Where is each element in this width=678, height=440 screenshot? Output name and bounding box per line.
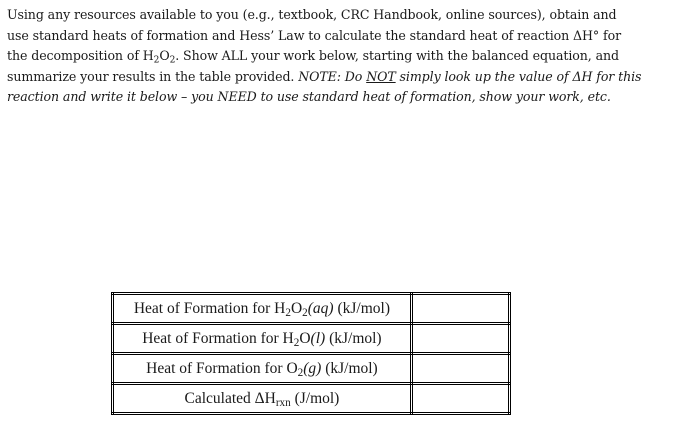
row-label-o2 bbox=[113, 354, 412, 384]
unit-label: (J/mol) bbox=[290, 389, 340, 407]
label-text: Heat of Formation for O bbox=[146, 359, 298, 377]
row-label-delta-h-rxn bbox=[113, 384, 412, 414]
subscript: 2 bbox=[293, 336, 300, 349]
instructions-line-4 bbox=[7, 67, 671, 88]
instructions-line-3-text: O bbox=[159, 48, 170, 63]
table-row-delta-h-rxn bbox=[113, 384, 510, 414]
subscript: rxn bbox=[275, 396, 291, 409]
instructions-line-3 bbox=[7, 46, 671, 67]
unit-label: (kJ/mol) bbox=[333, 299, 390, 317]
results-table bbox=[111, 292, 511, 415]
subscript: 2 bbox=[169, 55, 176, 66]
instructions-paragraph bbox=[7, 5, 671, 108]
note-emphasis-not: NOT bbox=[366, 68, 396, 84]
subscript: 2 bbox=[285, 306, 291, 319]
instructions-line-4-text: summarize your results in the table provided. bbox=[7, 68, 299, 84]
state-label: (g) bbox=[303, 359, 322, 377]
label-text: Heat of Formation for H bbox=[133, 299, 286, 317]
instructions-line-3-text: the decomposition of H bbox=[7, 48, 154, 63]
subscript: 2 bbox=[297, 366, 304, 379]
value-cell-delta-h-rxn[interactable] bbox=[411, 384, 509, 414]
note-suffix: simply look up the value of ΔH for this bbox=[395, 68, 642, 84]
value-cell-h2o2[interactable] bbox=[411, 294, 509, 324]
label-text: O bbox=[290, 299, 303, 317]
value-cell-h2o[interactable] bbox=[411, 324, 509, 354]
subscript: 2 bbox=[153, 55, 160, 66]
table-row-o2 bbox=[113, 354, 510, 384]
subscript: 2 bbox=[302, 306, 308, 319]
state-label: (aq) bbox=[307, 299, 334, 317]
instructions-line-3-text: . Show ALL your work below, starting with the balanced equation, and bbox=[175, 48, 619, 63]
table-row-h2o2 bbox=[113, 294, 510, 324]
unit-label: (kJ/mol) bbox=[321, 359, 378, 377]
note-prefix: NOTE: Do bbox=[298, 68, 367, 84]
note-text bbox=[298, 69, 641, 84]
instructions-line-2: use standard heats of formation and Hess’ Law to calculate the standard heat of reaction ΔH° for bbox=[7, 27, 622, 43]
label-text: Heat of Formation for H bbox=[142, 329, 294, 347]
instructions-line-1: Using any resources available to you (e.g., textbook, CRC Handbook, online sources), obtain and bbox=[7, 7, 617, 22]
label-text: Calculated ΔH bbox=[184, 389, 276, 407]
value-cell-o2[interactable] bbox=[411, 354, 509, 384]
label-text: O bbox=[299, 329, 311, 347]
instructions-line-5: reaction and write it below – you NEED to use standard heat of formation, show your work, etc. bbox=[7, 89, 611, 104]
row-label-h2o2 bbox=[113, 294, 412, 324]
unit-label: (kJ/mol) bbox=[325, 329, 382, 347]
table-row-h2o bbox=[113, 324, 510, 354]
row-label-h2o bbox=[113, 324, 412, 354]
state-label: (l) bbox=[310, 329, 326, 347]
